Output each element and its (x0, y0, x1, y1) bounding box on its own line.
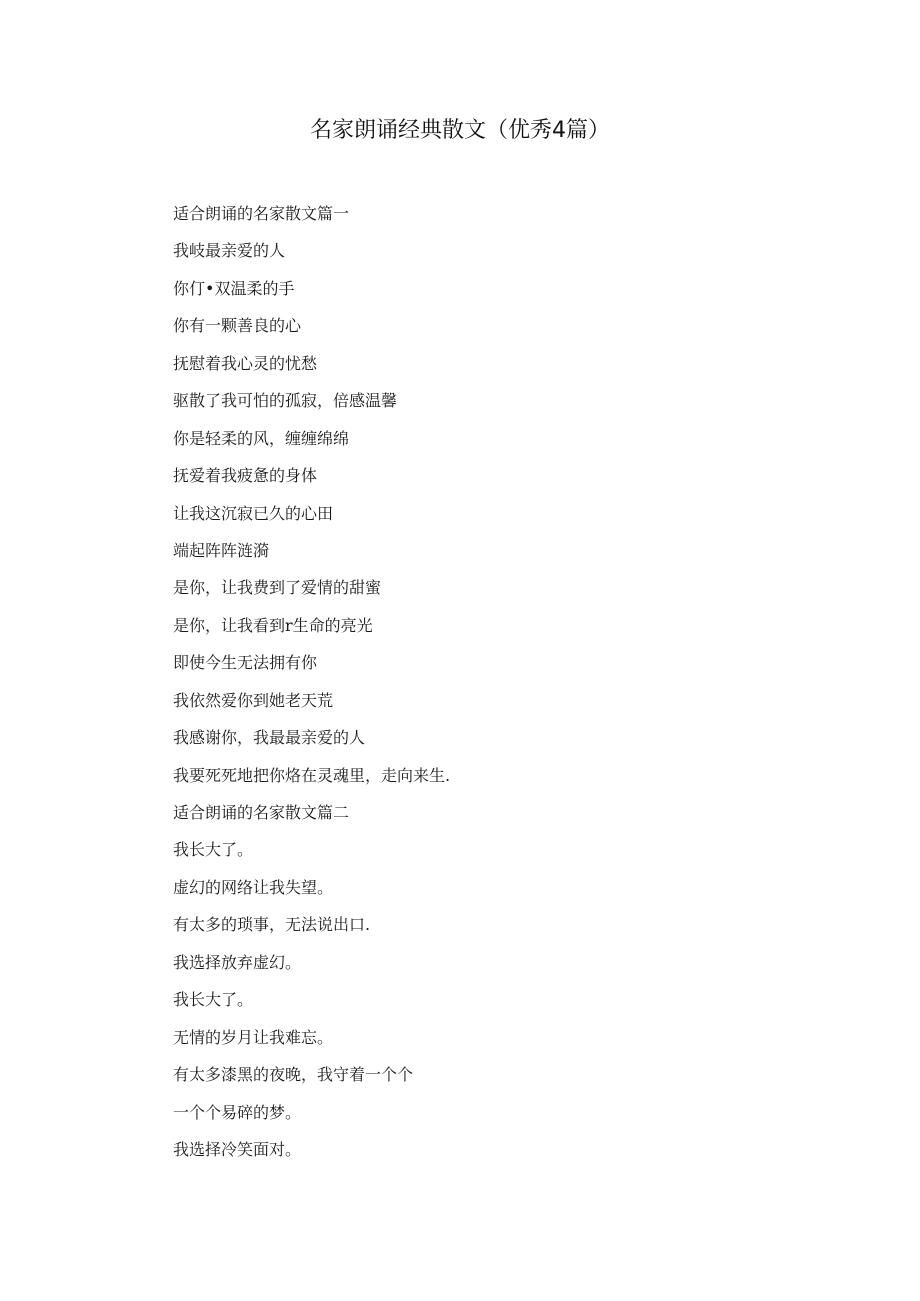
text-line: 适合朗诵的名家散文篇一 (173, 204, 350, 223)
text-line: 我选择冷笑面对。 (173, 1139, 302, 1159)
document-title: 名家朗诵经典散文（优秀4篇） (310, 118, 610, 143)
text-line: 是你，让我看到r生命的亮光 (173, 615, 373, 635)
text-line: 抚爱着我疲惫的身体 (173, 466, 318, 486)
text-line: 适合朗诵的名家散文篇二 (173, 803, 350, 822)
text-line: 是你，让我费到了爱情的甜蜜 (173, 578, 382, 598)
text-line: 有太多漆黑的夜晚，我守着一个个 (173, 1065, 414, 1085)
text-line: 抚慰着我心灵的忧愁 (173, 353, 318, 373)
text-line: 你是轻柔的风，缠缠绵绵 (173, 428, 350, 448)
text-line: 有太多的琐事，无法说出口. (173, 915, 371, 935)
text-line: 我依然爱你到她老天荒 (173, 690, 334, 710)
text-line: 让我这沉寂已久的心田 (173, 503, 334, 523)
text-line: 我岐最亲爱的人 (173, 241, 286, 261)
text-line: 即使今生无法拥有你 (173, 653, 318, 673)
text-line: 你有一颗善良的心 (173, 316, 302, 336)
text-line: 我长大了。 (173, 990, 254, 1010)
text-line: 你仃•双温柔的手 (173, 278, 295, 298)
text-line: 我要死死地把你烙在灵魂里，走向来生. (173, 765, 451, 785)
text-line: 一个个易碎的梦。 (173, 1102, 302, 1122)
text-line: 虚幻的网络让我失望。 (173, 877, 334, 897)
text-line: 我长大了。 (173, 840, 254, 860)
text-line: 我感谢你，我最最亲爱的人 (173, 728, 366, 748)
text-line: 驱散了我可怕的孤寂，倍感温馨 (173, 391, 398, 411)
document-body (173, 195, 873, 1168)
text-line: 我选择放弃虚幻。 (173, 952, 302, 972)
text-line: 无情的岁月让我难忘。 (173, 1027, 334, 1047)
text-line: 端起阵阵涟漪 (173, 540, 270, 560)
